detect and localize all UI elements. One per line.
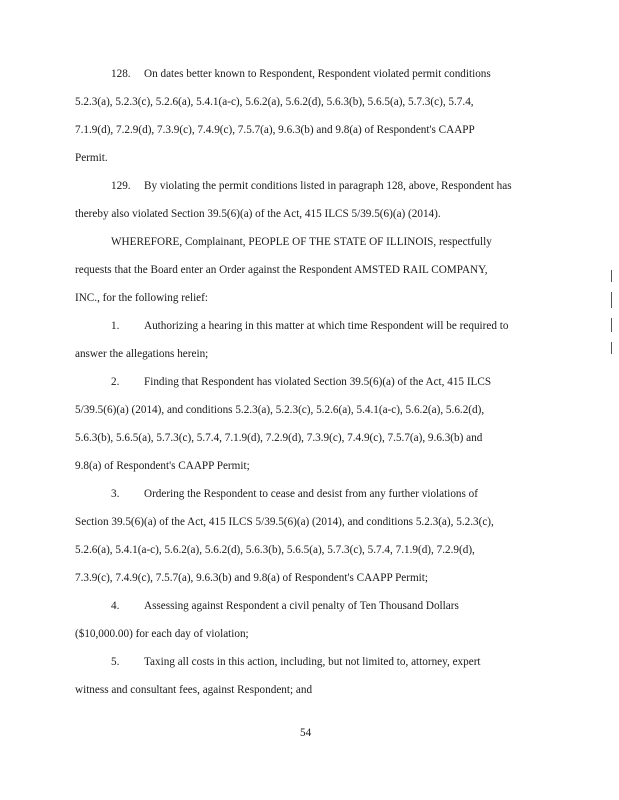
scan-margin-mark: [611, 270, 612, 282]
paragraph-129-number: 129.: [111, 180, 131, 192]
relief-3-line-2: Section 39.5(6)(a) of the Act, 415 ILCS 5/39.5(6)(a) (2014), and conditions 5.2.3(a), 5.2.3(c),: [75, 516, 494, 528]
paragraph-128-line-3: 7.1.9(d), 7.2.9(d), 7.3.9(c), 7.4.9(c), 7.5.7(a), 9.6.3(b) and 9.8(a) of Respondent's CAAPP: [75, 124, 475, 136]
scan-margin-mark: [611, 342, 612, 354]
relief-5-number: 5.: [111, 656, 120, 668]
relief-4-number: 4.: [111, 600, 120, 612]
paragraph-129-line-1: 129. By violating the permit conditions listed in paragraph 128, above, Respondent has: [111, 180, 512, 192]
relief-1-line-2: answer the allegations herein;: [75, 348, 209, 360]
page-number: 54: [300, 727, 312, 739]
scan-margin-mark: [611, 292, 612, 308]
relief-2-line-1: 2. Finding that Respondent has violated Section 39.5(6)(a) of the Act, 415 ILCS: [111, 376, 492, 388]
paragraph-128-line-1: 128. On dates better known to Respondent, Respondent violated permit conditions: [111, 68, 491, 80]
paragraph-128-line-4: Permit.: [75, 152, 108, 164]
relief-4-line-1: 4. Assessing against Respondent a civil penalty of Ten Thousand Dollars: [111, 600, 459, 612]
relief-2-line-4: 9.8(a) of Respondent's CAAPP Permit;: [75, 460, 250, 472]
relief-5-line-2: witness and consultant fees, against Respondent; and: [75, 684, 313, 696]
relief-1-number: 1.: [111, 320, 120, 332]
relief-2-line-3: 5.6.3(b), 5.6.5(a), 5.7.3(c), 5.7.4, 7.1.9(d), 7.2.9(d), 7.3.9(c), 7.4.9(c), 7.5.7(a), 9.6.3(b) and: [75, 432, 483, 444]
wherefore-line-3: INC., for the following relief:: [75, 292, 208, 304]
relief-4-line-2: ($10,000.00) for each day of violation;: [75, 628, 249, 640]
relief-5-line-1: 5. Taxing all costs in this action, including, but not limited to, attorney, expert: [111, 656, 481, 668]
paragraph-128-line-2: 5.2.3(a), 5.2.3(c), 5.2.6(a), 5.4.1(a-c), 5.6.2(a), 5.6.2(d), 5.6.3(b), 5.6.5(a), 5.7.3(c), 5.7.4,: [75, 96, 474, 108]
wherefore-line-1: WHEREFORE, Complainant, PEOPLE OF THE STATE OF ILLINOIS, respectfully: [111, 236, 492, 248]
wherefore-line-2: requests that the Board enter an Order against the Respondent AMSTED RAIL COMPANY,: [75, 264, 488, 276]
relief-2-number: 2.: [111, 376, 120, 388]
relief-3-line-3: 5.2.6(a), 5.4.1(a-c), 5.6.2(a), 5.6.2(d), 5.6.3(b), 5.6.5(a), 5.7.3(c), 5.7.4, 7.1.9(d), 7.2.9(d),: [75, 544, 475, 556]
relief-1-line-1: 1. Authorizing a hearing in this matter at which time Respondent will be required to: [111, 320, 509, 332]
relief-3-line-1: 3. Ordering the Respondent to cease and desist from any further violations of: [111, 488, 478, 500]
relief-3-line-4: 7.3.9(c), 7.4.9(c), 7.5.7(a), 9.6.3(b) and 9.8(a) of Respondent's CAAPP Permit;: [75, 572, 429, 584]
scan-margin-mark: [611, 318, 612, 332]
relief-3-number: 3.: [111, 488, 120, 500]
paragraph-128-number: 128.: [111, 68, 131, 80]
paragraph-129-line-2: thereby also violated Section 39.5(6)(a) of the Act, 415 ILCS 5/39.5(6)(a) (2014).: [75, 208, 441, 220]
relief-2-line-2: 5/39.5(6)(a) (2014), and conditions 5.2.3(a), 5.2.3(c), 5.2.6(a), 5.4.1(a-c), 5.6.2(a), 5.6.2(d),: [75, 404, 485, 416]
